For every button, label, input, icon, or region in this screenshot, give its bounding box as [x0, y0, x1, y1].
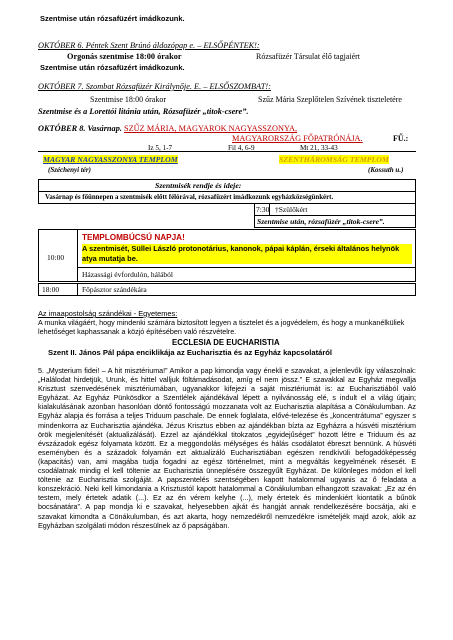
church2-name: SZENTHÁROMSÁG TEMPLOM	[279, 155, 389, 164]
row3-divider	[77, 283, 78, 295]
oct7-mass-time: Szentmise 18:00 órakor	[90, 95, 166, 104]
oct7-intention: Szűz Mária Szeplőtelen Szívének tiszteletére	[258, 95, 402, 104]
oct6-title-text: OKTÓBER 6. Péntek Szent Brúnó áldozópap e. – ELSŐPÉNTEK!:	[38, 41, 260, 50]
article-subheading: Szent II. János Pál pápa enciklikája az Eucharisztia és az Egyház kapcsolatáról	[48, 348, 333, 357]
church1-name: MAGYAR NAGYASSZONYA TEMPLOM	[43, 155, 178, 164]
row1-time: 7:30	[256, 205, 270, 214]
oct6-rosary-note: Szentmise után rózsafüzért imádkozunk.	[40, 63, 185, 72]
oct8-feast-line1: SZŰZ MÁRIA, MAGYAROK NAGYASSZONYA,	[124, 124, 298, 133]
prayer-intent-title: Az imaapostolság szándékai - Egyetemes:	[38, 309, 178, 318]
row2-time: 10:00	[47, 253, 65, 262]
row3-time: 18:00	[42, 285, 60, 294]
row2-sub-intention: Házassági évfordulón, hálából	[82, 270, 174, 279]
reading-first: Iz 5, 1-7	[148, 144, 173, 152]
oct6-title	[38, 41, 260, 50]
schedule-title: Szentmisék rendje és ideje:	[155, 181, 242, 190]
oct7-after-note: Szentmise és a Lorettói litánia után, Rózsafüzér „titok-csere”.	[38, 107, 249, 116]
article-paragraph: 5. „Mysterium fidei! – A hit misztériuma!” Amikor a pap kimondja vagy énekli e szavakat, a jelenlevők így válaszolnak: „Halálodat hirdetjük, Urunk, és hittel valljuk föltámadásodat, amíg el nem jössz.” E szavakkal az Egyház megvallja Krisztust szenvedésének misztériumában, ugyanakkor kifejezi a saját misztériumát is: az Eucharisztiából való Egyházat. Az Egyház Pünkösdkor a Szentlélek ajándékával lépett a nyilvánosság elé, s indult el a világ útjain; kialakulásának azonban hasonlóan döntő fontosságú mozzanata volt az Eucharisztia alapítása a Cönákulumban. Az Egyház alapja és forrása a teljes Triduum paschale. De ennek foglalata, elővé-telezése és „koncentrátuma” egyszer s mindenkorra az Eucharisztia ajándéka. Jézus Krisztus ebben az ajándékban bízta az Egyházra a húsvéti misztérium örök megjelenítését (aktualizálását). Ezzel az ajándékkal titokzatos „egyidejűséget” hozott létre e Triduum és az évszázadok egész folyamata között. Ez a meggondolás mélységes és hálás csodálatot ébreszt bennünk. A húsvéti eseményben és a századok folyamán ezt aktualizáló Eucharisztiában egészen rendkívüli befogadóképesség (kapacitás) van, ami magába tudja fogadni az egész történelmet, mint a megváltás kegyelmének résesét. E csodálatnak mindig el kell töltenie az Eucharisztia ünneplésére összegyűlt Egyházat. De különleges módon el kell töltenie az Eucharisztia szolgáját. A papszentelés szentségében kapott hatalommal ugyanis az ő feladata a konszekráció. Neki kell kimondania a Krisztustól kapott hatalommal a Cönákulumban elhangzott szavakat: „Ez az én testem, mely értetek adatik (...). Ez az én vérem kelyhe (...), mely értetek és mindenkiért kiontatik a bűnök bocsánatára”. A pap mondja ki e szavakat, helyesebben ajkát és hangját annak rendelkezésére bocsátja, aki e szavakat kimondta a Cönákulumban, és azt akarta, hogy nemzedékről nemzedékre ismételjék majd azok, akik az Egyházban szolgálati módon részesülnek az ő papságában.	[38, 366, 416, 530]
rosary-note: Szentmise után rózsafüzért imádkozunk.	[40, 14, 185, 23]
reading-gospel: Mt 21, 33-43	[300, 144, 338, 152]
oct7-title: OKTÓBER 7. Szombat Rózsafüzér Királynője. E. – ELSŐSZOMBAT!:	[38, 82, 271, 91]
reading-second: Fil 4, 6-9	[228, 144, 255, 152]
oct8-prefix: OKTÓBER 8. Vasárnap.	[38, 124, 122, 133]
oct8-fu: FŰ.:	[393, 134, 409, 143]
row1-after-note: Szentmise után, rózsafüzér „titok-csere”.	[257, 217, 385, 226]
row2-divider	[77, 229, 78, 281]
oct8-feast-line2: MAGYARORSZÁG FŐPATRÓNÁJA.	[232, 134, 363, 143]
oct8-title	[38, 124, 297, 133]
oct6-mass-time: Orgonás szentmise 18:00 órakor	[67, 52, 182, 61]
church2-address: (Kossuth u.)	[368, 166, 404, 174]
feast-day-badge: TEMPLOMBÚCSÚ NAPJA!	[82, 233, 185, 242]
row3-intention: Főpásztor szándékára	[82, 285, 147, 294]
sunday-rosary-notice: Vasárnap és főünnepen a szentmisék előtt félórával, rózsafüzért imádkozunk egyházközségünkért.	[45, 194, 334, 201]
row1-intention: †Szülőkért	[275, 205, 308, 214]
oct6-intention: Rózsafüzér Társulat élő tagjaiért	[256, 52, 361, 61]
table-top-rule	[38, 151, 416, 152]
row2-sub-rule	[77, 267, 415, 268]
prayer-intent-text: A munka világáért, hogy mindenki számára biztosított legyen a tisztelet és a jogvédelem, és hogy a munkanélküliek lehetőséget kaphassanak a közjó építésében való részvételre.	[38, 318, 405, 337]
row2-celebrant-text: A szentmisét, Süllei László protonotárius, kanonok, pápai káplán, érseki általános helynök atya mutatja be.	[82, 244, 412, 264]
article-heading: ECCLESIA DE EUCHARISTIA	[172, 338, 280, 347]
church1-address: (Széchenyi tér)	[48, 166, 91, 174]
